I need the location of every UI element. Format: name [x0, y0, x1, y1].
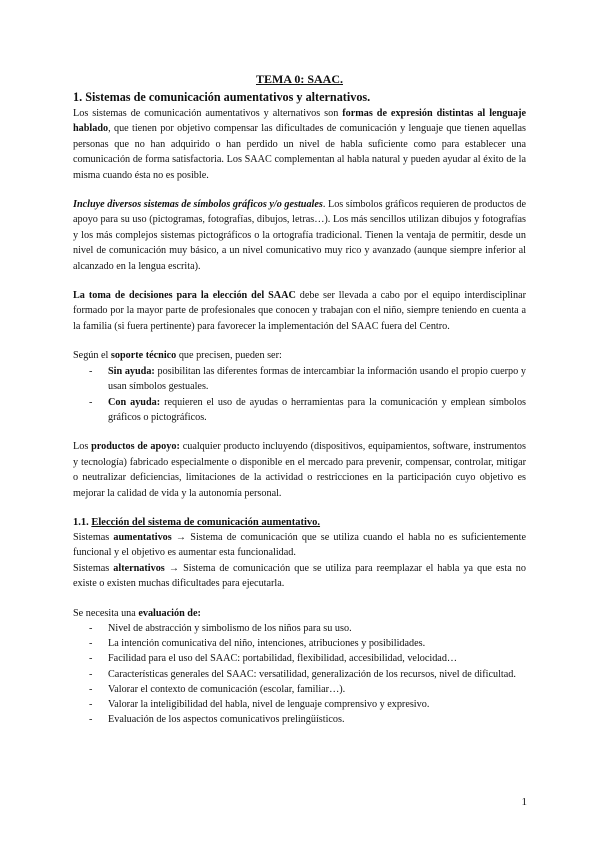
paragraph-support-products: Los productos de apoyo: cualquier producto incluyendo (dispositivos, equipamientos, software, instrumentos y tecnología) fabricado especialmente o disponible en el mercado para prevenir, compensar, controlar, mitigar o neutralizar deficiencias, limitaciones de la actividad o restricciones en la participación cuyo objetivo es mejorar la calidad de vida y la autonomía personal.	[73, 441, 526, 499]
list-item: - Valorar el contexto de comunicación (escolar, familiar…).	[89, 683, 346, 695]
document-title: TEMA 0: SAAC.	[255, 72, 343, 86]
page-number: 1	[521, 796, 527, 808]
list-item: - La intención comunicativa del niño, intenciones, atribuciones y posibilidades.	[89, 638, 426, 650]
list-item: - Facilidad para el uso del SAAC: portabilidad, flexibilidad, accesibilidad, velocidad…	[89, 653, 458, 665]
list-item: - Nivel de abstracción y simbolismo de los niños para su uso.	[89, 622, 352, 634]
list-dash: -	[89, 365, 93, 377]
paragraph-symbol-systems: Incluye diversos sistemas de símbolos gráficos y/o gestuales. Los símbolos gráficos requieren de productos de apoyo para su uso (pictogramas, fotografías, dibujos, letras…). Los más sencillos utilizan dibujos y fotografías y los más complejos sistemas pictográficos o la ortografía tradicional. Tienen la ventaja de permitir, desde un nivel de comunicación muy básico, a un nivel comunicativo muy rico y avanzado (aunque siempre inferior al alcanzado en la lengua escrita).	[73, 199, 527, 272]
evaluation-list	[73, 621, 526, 727]
section-1-1-heading: 1.1. Elección del sistema de comunicación aumentativo.	[73, 516, 321, 528]
list-item: - Valorar la inteligibilidad del habla, nivel de lenguaje comprensivo y expresivo.	[89, 698, 430, 710]
list-item: - Sin ayuda: posibilitan las diferentes formas de intercambiar la información usando el propio cuerpo y usan símbolos gestuales.	[73, 364, 526, 395]
list-item: - Con ayuda: requieren el uso de ayudas o herramientas para la comunicación y emplean símbolos gráficos o pictográficos.	[73, 395, 526, 426]
list-dash: -	[89, 396, 93, 408]
list-item: - Evaluación de los aspectos comunicativos prelingüísticos.	[89, 714, 345, 726]
paragraph-decision-making: La toma de decisiones para la elección del SAAC debe ser llevada a cabo por el equipo interdisciplinar formado por la mayor parte de profesionales que conocen y trabajan con el niño, siempre teniendo en cuenta a la familia (si fuera pertinente) para favorecer la implementación del SAAC fuera del Centro.	[73, 290, 526, 332]
paragraph-evaluation-intro: Se necesita una evaluación de:	[73, 607, 201, 619]
section-1-heading: 1. Sistemas de comunicación aumentativos y alternativos.	[73, 90, 371, 104]
paragraph-saac-definition: Los sistemas de comunicación aumentativos y alternativos son formas de expresión distintas al lenguaje hablado, que tienen por objetivo compensar las dificultades de comunicación y lenguaje que tienen aquellas personas que no han adquirido o han perdido un nivel de habla suficiente como para establecer una comunicación de forma satisfactoria. Los SAAC complementan al habla natural y pueden ayudar al éxito de la misma cuando ésta no es posible.	[73, 108, 526, 181]
list-item: - Características generales del SAAC: versatilidad, generalización de los recursos, nivel de dificultad.	[89, 668, 516, 680]
paragraph-technical-support: Según el soporte técnico que precisen, pueden ser:	[73, 350, 282, 362]
soporte-list	[73, 364, 526, 426]
document-page	[73, 72, 526, 727]
paragraph-augmentative: Sistemas aumentativos → Sistema de comunicación que se utiliza cuando el habla no es suficientemente funcional y el objetivo es aumentar esta funcionalidad.	[73, 531, 526, 559]
paragraph-alternative: Sistemas alternativos → Sistema de comunicación que se utiliza para reemplazar el habla ya que esta no existe o existen muchas dificultades para ejecutarla.	[73, 562, 526, 590]
